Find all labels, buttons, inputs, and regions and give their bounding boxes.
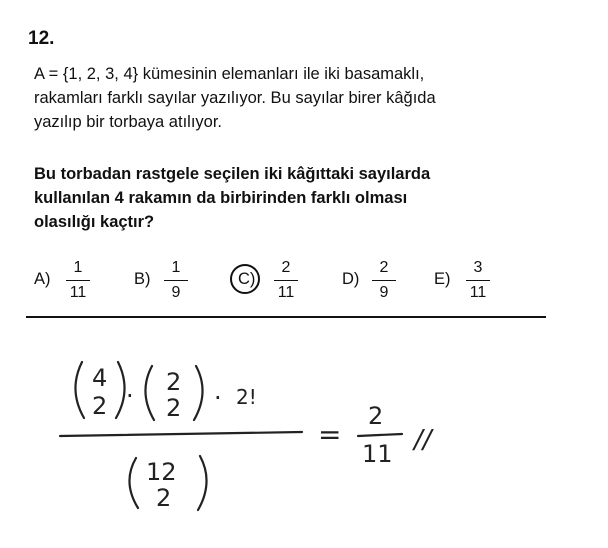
fraction-numerator: 2: [281, 259, 291, 276]
stem-line: yazılıp bir torbaya atılıyor.: [34, 113, 223, 131]
binom-bottom: 2: [156, 484, 172, 512]
choice-fraction: [372, 258, 396, 303]
choice-e[interactable]: [434, 258, 514, 310]
fraction-bar: [466, 280, 490, 281]
open-paren-glyph: [129, 458, 138, 508]
choice-fraction: [164, 258, 188, 303]
choice-label: D): [342, 270, 360, 288]
choice-fraction: [466, 258, 490, 303]
fraction-bar: [372, 280, 396, 281]
choice-label: C): [238, 270, 256, 288]
fraction-bar: [164, 280, 188, 281]
choice-b[interactable]: [134, 258, 214, 310]
handwritten-solution: [0, 340, 608, 548]
choice-a[interactable]: [34, 258, 114, 310]
open-paren-glyph: [75, 362, 84, 418]
prompt-line: Bu torbadan rastgele seçilen iki kâğıttaki sayılarda: [34, 165, 431, 183]
result-fraction-bar: [358, 434, 402, 436]
fraction-denominator: 11: [69, 284, 87, 301]
fraction-denominator: 11: [469, 284, 487, 301]
choice-c[interactable]: [234, 258, 314, 310]
close-paren-glyph: [116, 362, 125, 418]
prompt-line: olasılığı kaçtır?: [34, 213, 155, 231]
result-denominator: 11: [362, 440, 393, 468]
stem-line: rakamları farklı sayılar yazılıyor. Bu sayılar birer kâğıda: [34, 89, 436, 107]
fraction-denominator: 11: [277, 284, 295, 301]
fraction-denominator: 9: [171, 284, 181, 301]
fraction-bar-line: [60, 432, 302, 436]
fraction-bar: [274, 280, 298, 281]
choice-d[interactable]: [342, 258, 422, 310]
close-paren-glyph: [194, 366, 203, 420]
binom-top: 4: [92, 364, 108, 392]
fraction-numerator: 1: [171, 259, 181, 276]
question-stem: [34, 62, 554, 134]
question-prompt: [34, 162, 564, 234]
binom-bottom: 2: [166, 394, 182, 422]
fraction-bar: [66, 280, 90, 281]
choice-label: A): [34, 270, 51, 288]
choice-label: E): [434, 270, 451, 288]
fraction-numerator: 2: [379, 259, 389, 276]
fraction-denominator: 9: [379, 284, 389, 301]
fraction-numerator: 3: [473, 259, 483, 276]
choice-label: B): [134, 270, 151, 288]
factorial-term: 2!: [236, 385, 257, 409]
result-numerator: 2: [368, 402, 384, 430]
dot-glyph: ·: [214, 384, 222, 412]
stem-line: A = {1, 2, 3, 4} kümesinin elemanları ile iki basamaklı,: [34, 65, 425, 83]
choice-fraction: [274, 258, 298, 303]
section-divider: [26, 316, 546, 318]
dot-glyph: ·: [126, 382, 134, 410]
fraction-numerator: 1: [73, 259, 83, 276]
binom-bottom: 2: [92, 392, 108, 420]
prompt-line: kullanılan 4 rakamın da birbirinden farklı olması: [34, 189, 408, 207]
equals-sign: =: [318, 418, 342, 451]
end-mark: //: [414, 425, 432, 455]
open-paren-glyph: [145, 366, 154, 420]
binom-top: 2: [166, 368, 182, 396]
binom-top: 12: [146, 458, 177, 486]
close-paren-glyph: [198, 456, 207, 510]
question-number: 12.: [28, 28, 55, 49]
choice-fraction: [66, 258, 90, 303]
